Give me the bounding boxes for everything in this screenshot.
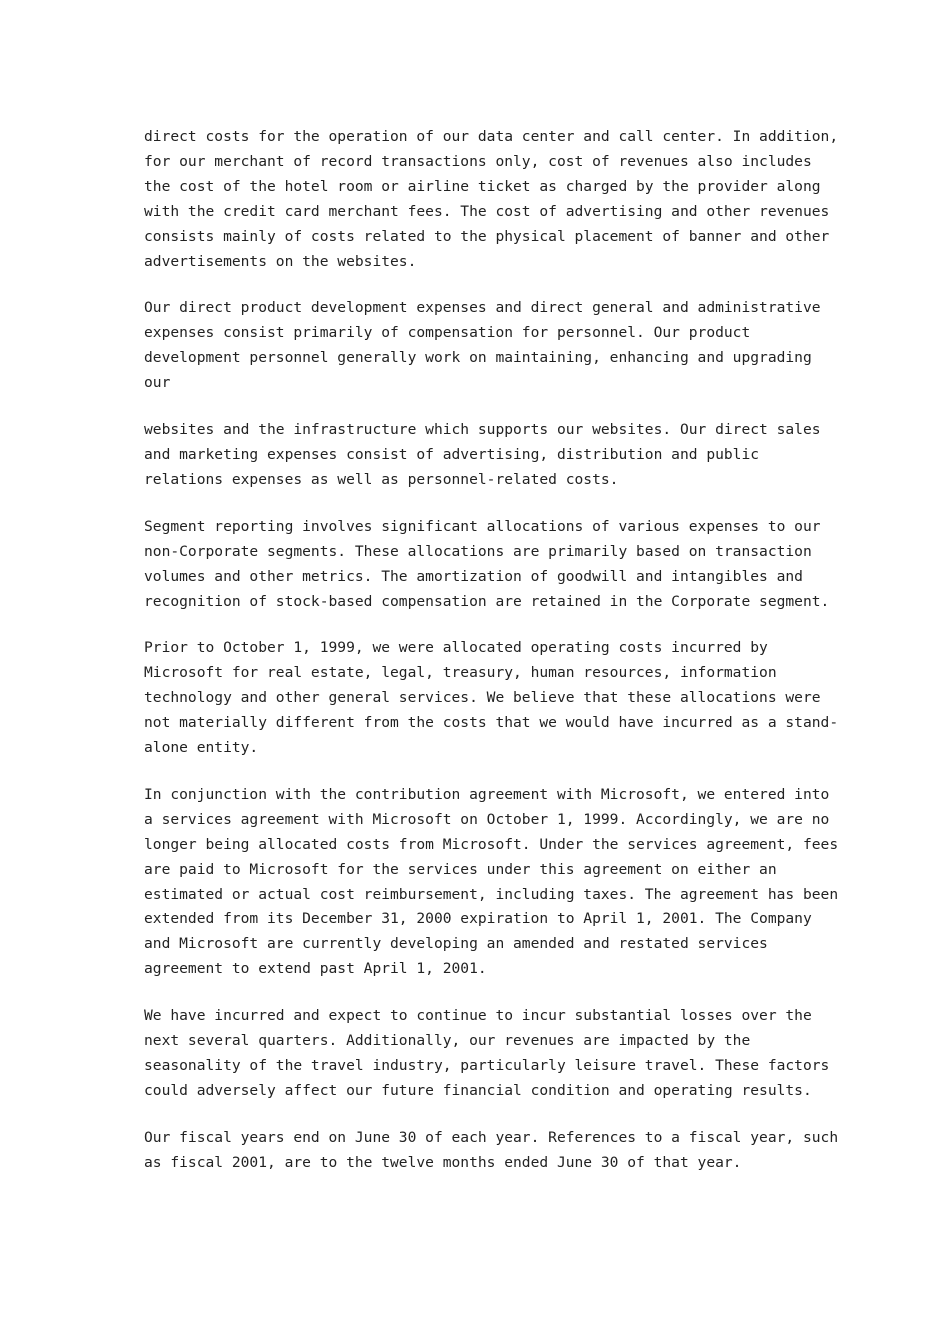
paragraph-microsoft-allocations: Prior to October 1, 1999, we were allocated operating costs incurred by Microsoft for real estate, legal, treasury, human resources, information technology and other general services. We believe that these allocations were not materially different from the costs that we would have incurred as a stand- alone entity. [144, 639, 839, 757]
paragraph-losses: We have incurred and expect to continue to incur substantial losses over the next several quarters. Additionally, our revenues are impacted by the seasonality of the travel industry, particularly leisure travel. These factors could adversely affect our future financial condition and operating results. [144, 1007, 830, 1099]
paragraph-services-agreement: In conjunction with the contribution agreement with Microsoft, we entered into a services agreement with Microsoft on October 1, 1999. Accordingly, we are no longer being allocated costs from Microsoft. Under the services agreement, fees are paid to Microsoft for the services under this agreement on either an estimated or actual cost reimbursement, including taxes. The agreement has been extended from its December 31, 2000 expiration to April 1, 2001. The Company and Microsoft are currently developing an amended and restated services agreement to extend past April 1, 2001. [144, 785, 839, 978]
paragraph-cost-of-revenues: direct costs for the operation of our data center and call center. In addition, for our merchant of record transactions only, cost of revenues also includes the cost of the hotel room or airline ticket as charged by the provider along with the credit card merchant fees. The cost of advertising and other revenues consists mainly of costs related to the physical placement of banner and other advertisements on the websites. [144, 128, 839, 270]
document-body [144, 125, 839, 1198]
paragraph-product-development: Our direct product development expenses and direct general and administrative expenses consist primarily of compensation for personnel. Our product development personnel generally work on maintaining, enhancing and upgrading our [144, 299, 821, 392]
paragraph-fiscal-years: Our fiscal years end on June 30 of each year. References to a fiscal year, such as fiscal 2001, are to the twelve months ended June 30 of that year. [144, 1128, 839, 1171]
paragraph-sales-marketing: websites and the infrastructure which supports our websites. Our direct sales and marketing expenses consist of advertising, distribution and public relations expenses as well as personnel-related costs. [144, 421, 821, 488]
paragraph-segment-reporting: Segment reporting involves significant allocations of various expenses to our non-Corporate segments. These allocations are primarily based on transaction volumes and other metrics. The amortization of goodwill and intangibles and recognition of stock-based compensation are retained in the Corporate segment. [144, 517, 830, 610]
